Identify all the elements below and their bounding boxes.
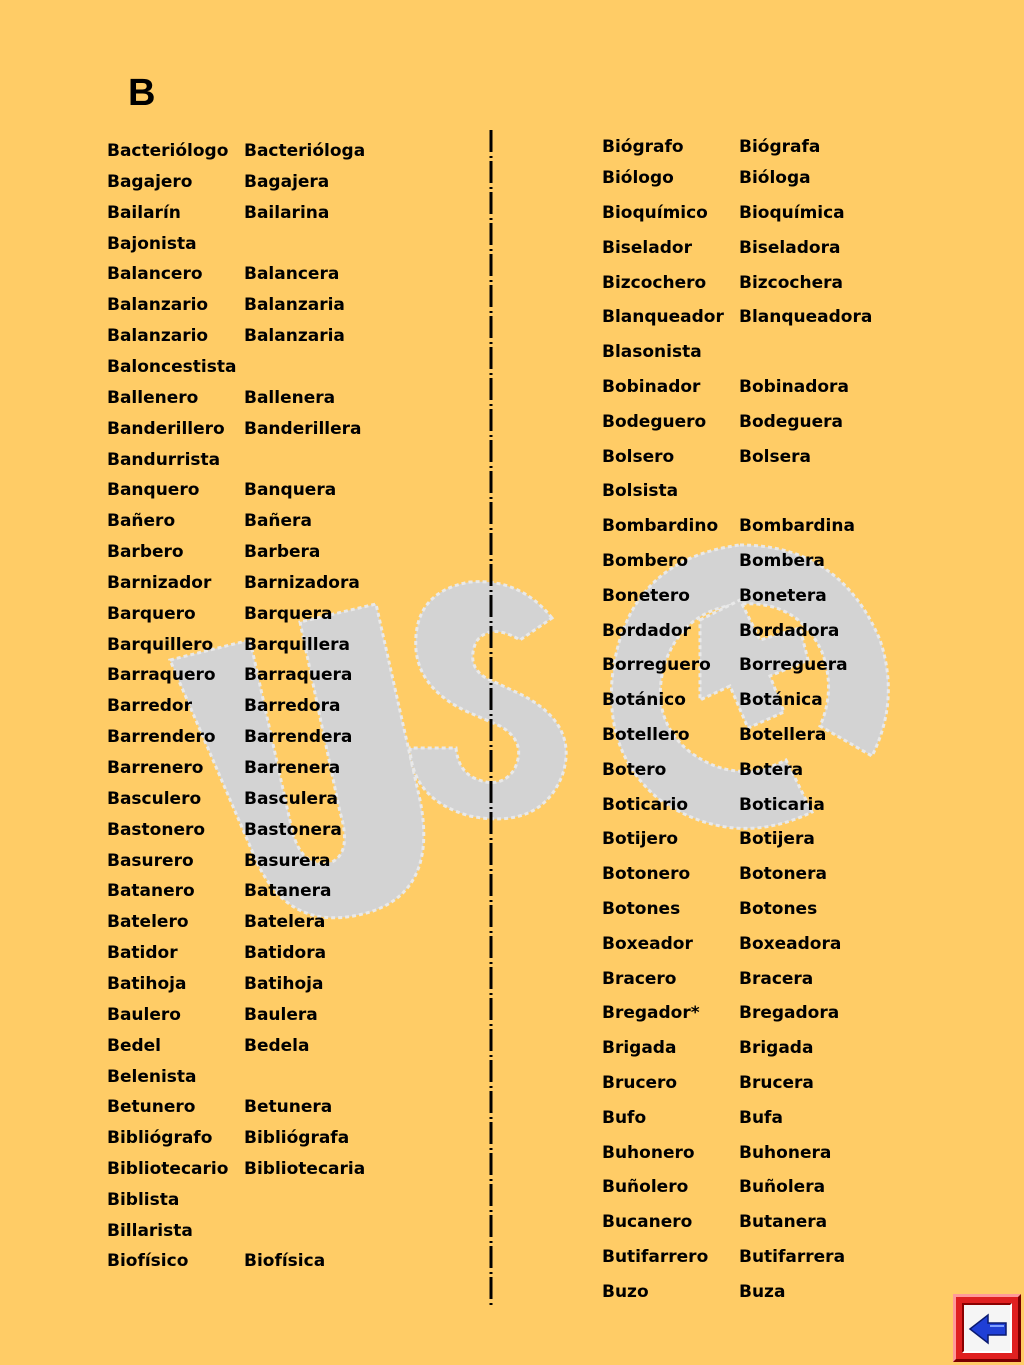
feminine-form: Basurera <box>244 851 331 871</box>
feminine-form: Bombardina <box>739 516 855 536</box>
back-button[interactable] <box>953 1294 1021 1362</box>
masculine-form: Billarista <box>107 1221 193 1241</box>
masculine-form: Botijero <box>602 829 679 849</box>
feminine-form: Banderillera <box>244 419 362 439</box>
masculine-form: Blasonista <box>602 342 702 362</box>
masculine-form: Bandurrista <box>107 450 221 470</box>
feminine-form: Basculera <box>244 789 338 809</box>
masculine-form: Bolsero <box>602 447 675 467</box>
masculine-form: Borreguero <box>602 655 711 675</box>
masculine-form: Bagajero <box>107 172 193 192</box>
left-profession-list <box>107 140 467 1290</box>
feminine-form: Botonera <box>739 864 827 884</box>
feminine-form: Blanqueadora <box>739 307 873 327</box>
feminine-form: Bagajera <box>244 172 330 192</box>
feminine-form: Buza <box>739 1282 786 1302</box>
masculine-form: Banquero <box>107 480 200 500</box>
masculine-form: Bedel <box>107 1036 162 1056</box>
feminine-form: Bregadora <box>739 1003 840 1023</box>
masculine-form: Bonetero <box>602 586 690 606</box>
feminine-form: Bolsera <box>739 447 811 467</box>
masculine-form: Bañero <box>107 511 176 531</box>
masculine-form: Bastonero <box>107 820 206 840</box>
masculine-form: Barredor <box>107 696 192 716</box>
masculine-form: Batidor <box>107 943 178 963</box>
feminine-form: Bobinadora <box>739 377 849 397</box>
masculine-form: Bizcochero <box>602 273 707 293</box>
feminine-form: Balanzaria <box>244 295 345 315</box>
feminine-form: Batanera <box>244 881 332 901</box>
feminine-form: Botera <box>739 760 804 780</box>
back-button-face <box>962 1303 1012 1353</box>
feminine-form: Bióloga <box>739 168 811 188</box>
feminine-form: Barnizadora <box>244 573 360 593</box>
feminine-form: Bacterióloga <box>244 141 366 161</box>
feminine-form: Batihoja <box>244 974 324 994</box>
masculine-form: Bioquímico <box>602 203 708 223</box>
feminine-form: Betunera <box>244 1097 333 1117</box>
masculine-form: Baloncestista <box>107 357 237 377</box>
masculine-form: Basurero <box>107 851 194 871</box>
feminine-form: Biógrafa <box>739 137 821 157</box>
masculine-form: Bordador <box>602 621 691 641</box>
masculine-form: Bajonista <box>107 234 197 254</box>
feminine-form: Bibliógrafa <box>244 1128 350 1148</box>
feminine-form: Biofísica <box>244 1251 326 1271</box>
masculine-form: Boxeador <box>602 934 693 954</box>
feminine-form: Bizcochera <box>739 273 844 293</box>
feminine-form: Bonetera <box>739 586 827 606</box>
feminine-form: Batidora <box>244 943 327 963</box>
feminine-form: Botijera <box>739 829 815 849</box>
feminine-form: Brigada <box>739 1038 814 1058</box>
masculine-form: Balanzario <box>107 295 209 315</box>
feminine-form: Ballenera <box>244 388 336 408</box>
masculine-form: Botero <box>602 760 667 780</box>
masculine-form: Batelero <box>107 912 189 932</box>
column-divider <box>484 130 498 1310</box>
masculine-form: Barnizador <box>107 573 212 593</box>
feminine-form: Bastonera <box>244 820 342 840</box>
masculine-form: Balancero <box>107 264 203 284</box>
masculine-form: Batanero <box>107 881 195 901</box>
feminine-form: Balancera <box>244 264 340 284</box>
masculine-form: Biblista <box>107 1190 180 1210</box>
feminine-form: Bedela <box>244 1036 310 1056</box>
masculine-form: Botones <box>602 899 681 919</box>
feminine-form: Butifarrera <box>739 1247 846 1267</box>
feminine-form: Buñolera <box>739 1177 826 1197</box>
masculine-form: Betunero <box>107 1097 196 1117</box>
masculine-form: Balanzario <box>107 326 209 346</box>
masculine-form: Bucanero <box>602 1212 693 1232</box>
masculine-form: Bracero <box>602 969 677 989</box>
masculine-form: Bibliotecario <box>107 1159 229 1179</box>
masculine-form: Boticario <box>602 795 689 815</box>
feminine-form: Barbera <box>244 542 321 562</box>
feminine-form: Barraquera <box>244 665 353 685</box>
masculine-form: Barraquero <box>107 665 216 685</box>
feminine-form: Brucera <box>739 1073 814 1093</box>
masculine-form: Banderillero <box>107 419 225 439</box>
masculine-form: Bibliógrafo <box>107 1128 213 1148</box>
masculine-form: Biógrafo <box>602 137 684 157</box>
feminine-form: Balanzaria <box>244 326 345 346</box>
masculine-form: Buñolero <box>602 1177 689 1197</box>
masculine-form: Bregador* <box>602 1003 700 1023</box>
masculine-form: Butifarrero <box>602 1247 709 1267</box>
masculine-form: Batihoja <box>107 974 187 994</box>
feminine-form: Bufa <box>739 1108 783 1128</box>
masculine-form: Bacteriólogo <box>107 141 229 161</box>
masculine-form: Biselador <box>602 238 692 258</box>
masculine-form: Buhonero <box>602 1143 695 1163</box>
masculine-form: Biofísico <box>107 1251 189 1271</box>
masculine-form: Botonero <box>602 864 691 884</box>
feminine-form: Butanera <box>739 1212 828 1232</box>
feminine-form: Banquera <box>244 480 337 500</box>
masculine-form: Bombardino <box>602 516 719 536</box>
feminine-form: Bailarina <box>244 203 330 223</box>
feminine-form: Biseladora <box>739 238 841 258</box>
feminine-form: Batelera <box>244 912 326 932</box>
feminine-form: Barredora <box>244 696 341 716</box>
masculine-form: Botánico <box>602 690 686 710</box>
masculine-form: Bodeguero <box>602 412 707 432</box>
left-arrow-icon <box>968 1311 1010 1347</box>
masculine-form: Barquillero <box>107 635 214 655</box>
masculine-form: Bobinador <box>602 377 701 397</box>
masculine-form: Blanqueador <box>602 307 724 327</box>
masculine-form: Brigada <box>602 1038 677 1058</box>
feminine-form: Boxeadora <box>739 934 842 954</box>
feminine-form: Botánica <box>739 690 823 710</box>
feminine-form: Bordadora <box>739 621 840 641</box>
feminine-form: Bracera <box>739 969 814 989</box>
feminine-form: Bombera <box>739 551 825 571</box>
feminine-form: Barquillera <box>244 635 350 655</box>
feminine-form: Baulera <box>244 1005 318 1025</box>
feminine-form: Barrendera <box>244 727 353 747</box>
feminine-form: Botellera <box>739 725 827 745</box>
feminine-form: Barquera <box>244 604 333 624</box>
feminine-form: Boticaria <box>739 795 825 815</box>
section-letter-heading: B <box>128 72 156 114</box>
feminine-form: Barrenera <box>244 758 341 778</box>
masculine-form: Buzo <box>602 1282 649 1302</box>
masculine-form: Biólogo <box>602 168 674 188</box>
masculine-form: Bolsista <box>602 481 679 501</box>
feminine-form: Buhonera <box>739 1143 832 1163</box>
masculine-form: Botellero <box>602 725 690 745</box>
masculine-form: Belenista <box>107 1067 197 1087</box>
masculine-form: Bombero <box>602 551 689 571</box>
feminine-form: Bibliotecaria <box>244 1159 366 1179</box>
feminine-form: Bañera <box>244 511 312 531</box>
masculine-form: Basculero <box>107 789 202 809</box>
right-profession-list <box>602 136 962 1306</box>
masculine-form: Barrendero <box>107 727 216 747</box>
masculine-form: Barrenero <box>107 758 204 778</box>
feminine-form: Bodeguera <box>739 412 843 432</box>
feminine-form: Bioquímica <box>739 203 845 223</box>
masculine-form: Barquero <box>107 604 196 624</box>
feminine-form: Borreguera <box>739 655 848 675</box>
masculine-form: Ballenero <box>107 388 199 408</box>
masculine-form: Brucero <box>602 1073 678 1093</box>
masculine-form: Barbero <box>107 542 184 562</box>
masculine-form: Bailarín <box>107 203 181 223</box>
masculine-form: Bufo <box>602 1108 647 1128</box>
feminine-form: Botones <box>739 899 818 919</box>
masculine-form: Baulero <box>107 1005 181 1025</box>
